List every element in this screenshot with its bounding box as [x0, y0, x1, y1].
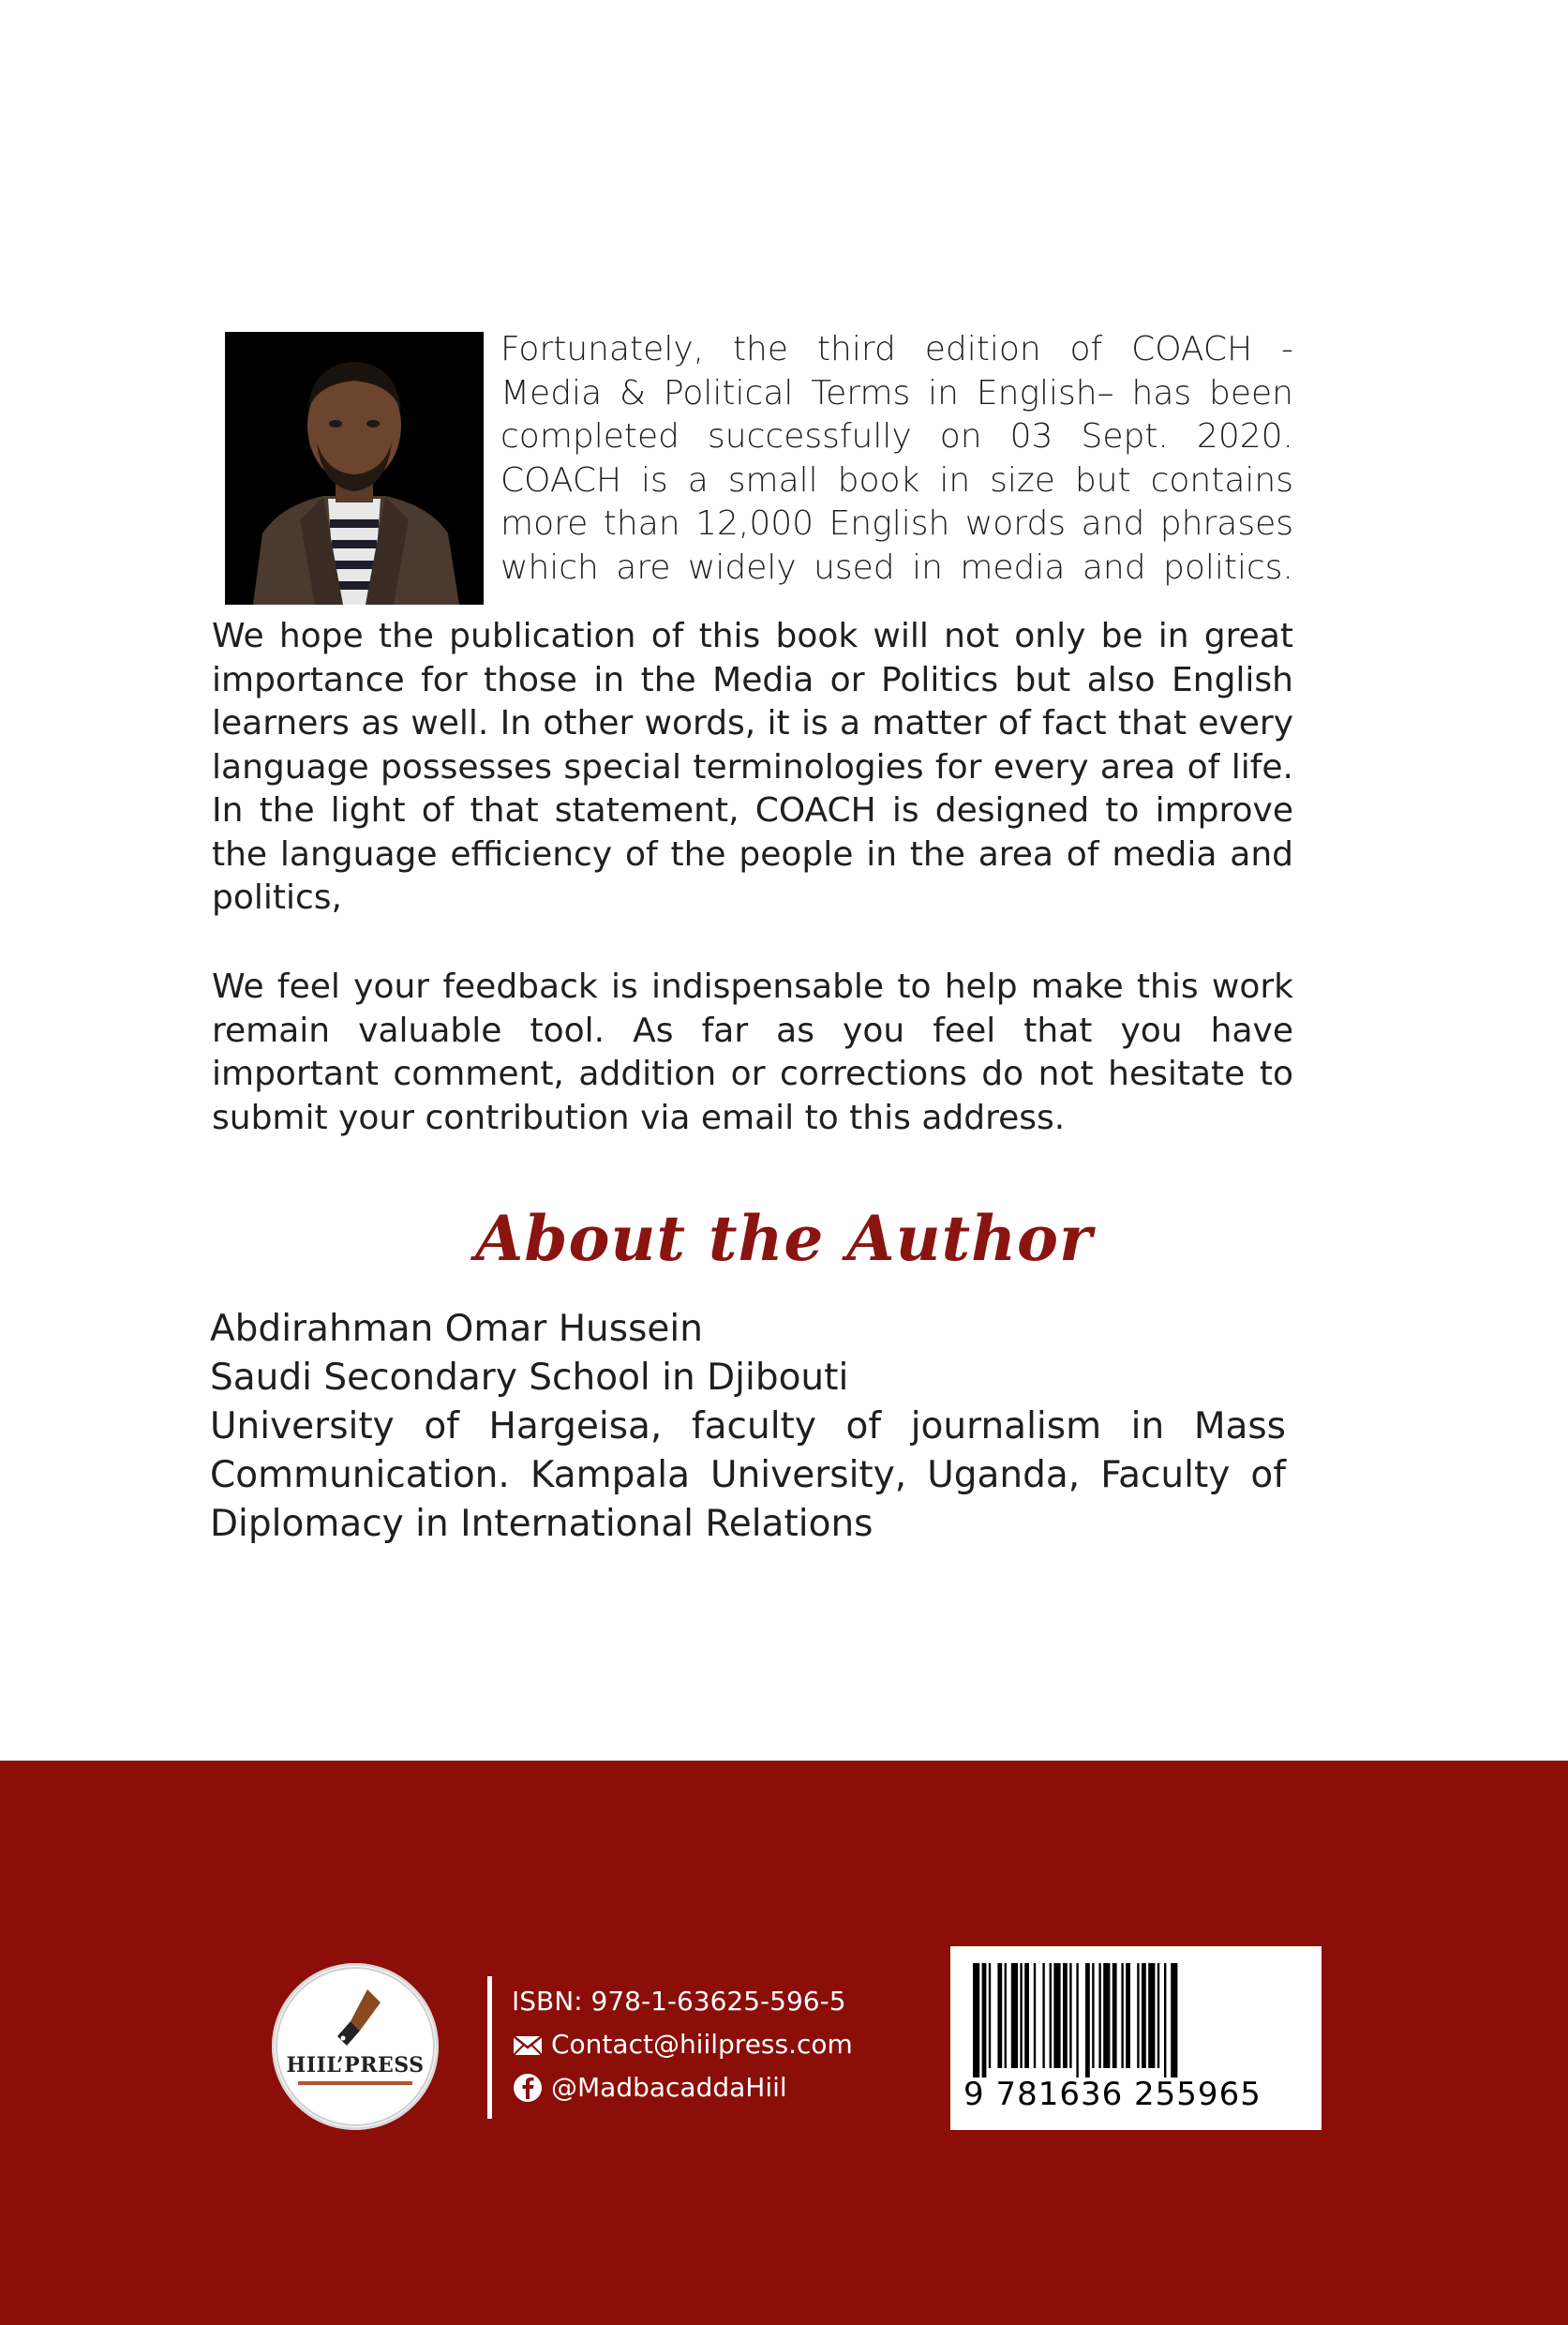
email-link[interactable]: Contact@hiilpress.com	[551, 2029, 853, 2060]
barcode-bar	[1020, 1963, 1022, 2068]
barcode-bar	[1171, 1963, 1177, 2078]
isbn-row	[512, 1980, 853, 2023]
publisher-logo-text: HIIL’PRESS	[286, 2053, 425, 2078]
facebook-handle[interactable]: @MadbacaddaHiil	[551, 2072, 787, 2103]
author-education: University of Hargeisa, faculty of journalism in Mass Communication. Kampala University, Uganda, Faculty of Diplomacy in International Relations	[210, 1405, 1286, 1545]
barcode-bar	[1098, 1963, 1100, 2068]
isbn-barcode	[950, 1946, 1322, 2130]
barcode-bar	[1142, 1963, 1146, 2068]
barcode-bar	[1126, 1963, 1130, 2068]
barcode-bar	[1121, 1963, 1123, 2068]
barcode-bar	[982, 1963, 987, 2078]
barcode-bar	[1050, 1963, 1052, 2068]
author-school: Saudi Secondary School in Djibouti	[210, 1357, 849, 1399]
barcode-bar	[989, 1963, 991, 2068]
author-portrait-image	[225, 332, 484, 605]
barcode-bar	[1137, 1963, 1139, 2068]
barcode-bar	[1034, 1963, 1036, 2068]
barcode-bar	[1085, 1963, 1090, 2078]
barcode-bar	[1076, 1963, 1078, 2078]
contact-block	[512, 1980, 853, 2109]
barcode-bar	[1042, 1963, 1044, 2068]
author-name: Abdirahman Omar Hussein	[210, 1308, 703, 1350]
barcode-bar	[1024, 1963, 1029, 2068]
barcode-bar	[1063, 1963, 1068, 2068]
barcode-bar	[1113, 1963, 1117, 2068]
isbn-text: ISBN: 978-1-63625-596-5	[512, 1986, 846, 2017]
barcode-bar	[1005, 1963, 1007, 2068]
email-row[interactable]	[512, 2023, 853, 2066]
barcode-bar	[1148, 1963, 1155, 2068]
barcode-bar	[1103, 1963, 1110, 2068]
intro-paragraph: Fortunately, the third edition of COACH - Media & Political Terms in English– has been completed successfully on 03 Sept. 2020. COACH is a small book in size but contains more than 12,000 English words and phrases which are widely used in media and politics.	[500, 330, 1293, 587]
barcode-bar	[1011, 1963, 1018, 2068]
footer-divider	[487, 1976, 492, 2119]
facebook-icon	[512, 2072, 544, 2104]
about-author-heading: About the Author	[475, 1202, 1093, 1275]
barcode-bar	[1157, 1963, 1159, 2068]
description-paragraph: We hope the publication of this book will not only be in great importance for those in the Media or Politics but also English learners as well. In other words, it is a matter of fact that every language possesses special terminologies for every area of life. In the light of that statement, COACH is designed to improve the language efficiency of the people in the area of media and politics,	[212, 617, 1293, 917]
barcode-bar	[1164, 1963, 1166, 2078]
facebook-row[interactable]	[512, 2066, 853, 2109]
feedback-paragraph: We feel your feedback is indispensable to help make this work remain valuable tool. As far as you feel that you have important comment, addition or corrections do not hesitate to submit your contribution via email to this address.	[212, 968, 1293, 1137]
author-details	[210, 1305, 1286, 1549]
barcode-bars	[950, 1946, 1322, 2078]
author-photo	[225, 332, 484, 605]
barcode-bar	[997, 1963, 1002, 2068]
barcode-bar	[1069, 1963, 1071, 2068]
pen-nib-icon	[272, 1963, 439, 2130]
publisher-logo	[272, 1963, 439, 2130]
barcode-number: 9 781636 255965	[963, 2076, 1262, 2113]
envelope-icon	[512, 2029, 544, 2061]
barcode-bar	[973, 1963, 979, 2078]
barcode-bar	[1053, 1963, 1060, 2068]
logo-underline	[298, 2081, 412, 2085]
barcode-bar	[1092, 1963, 1094, 2068]
